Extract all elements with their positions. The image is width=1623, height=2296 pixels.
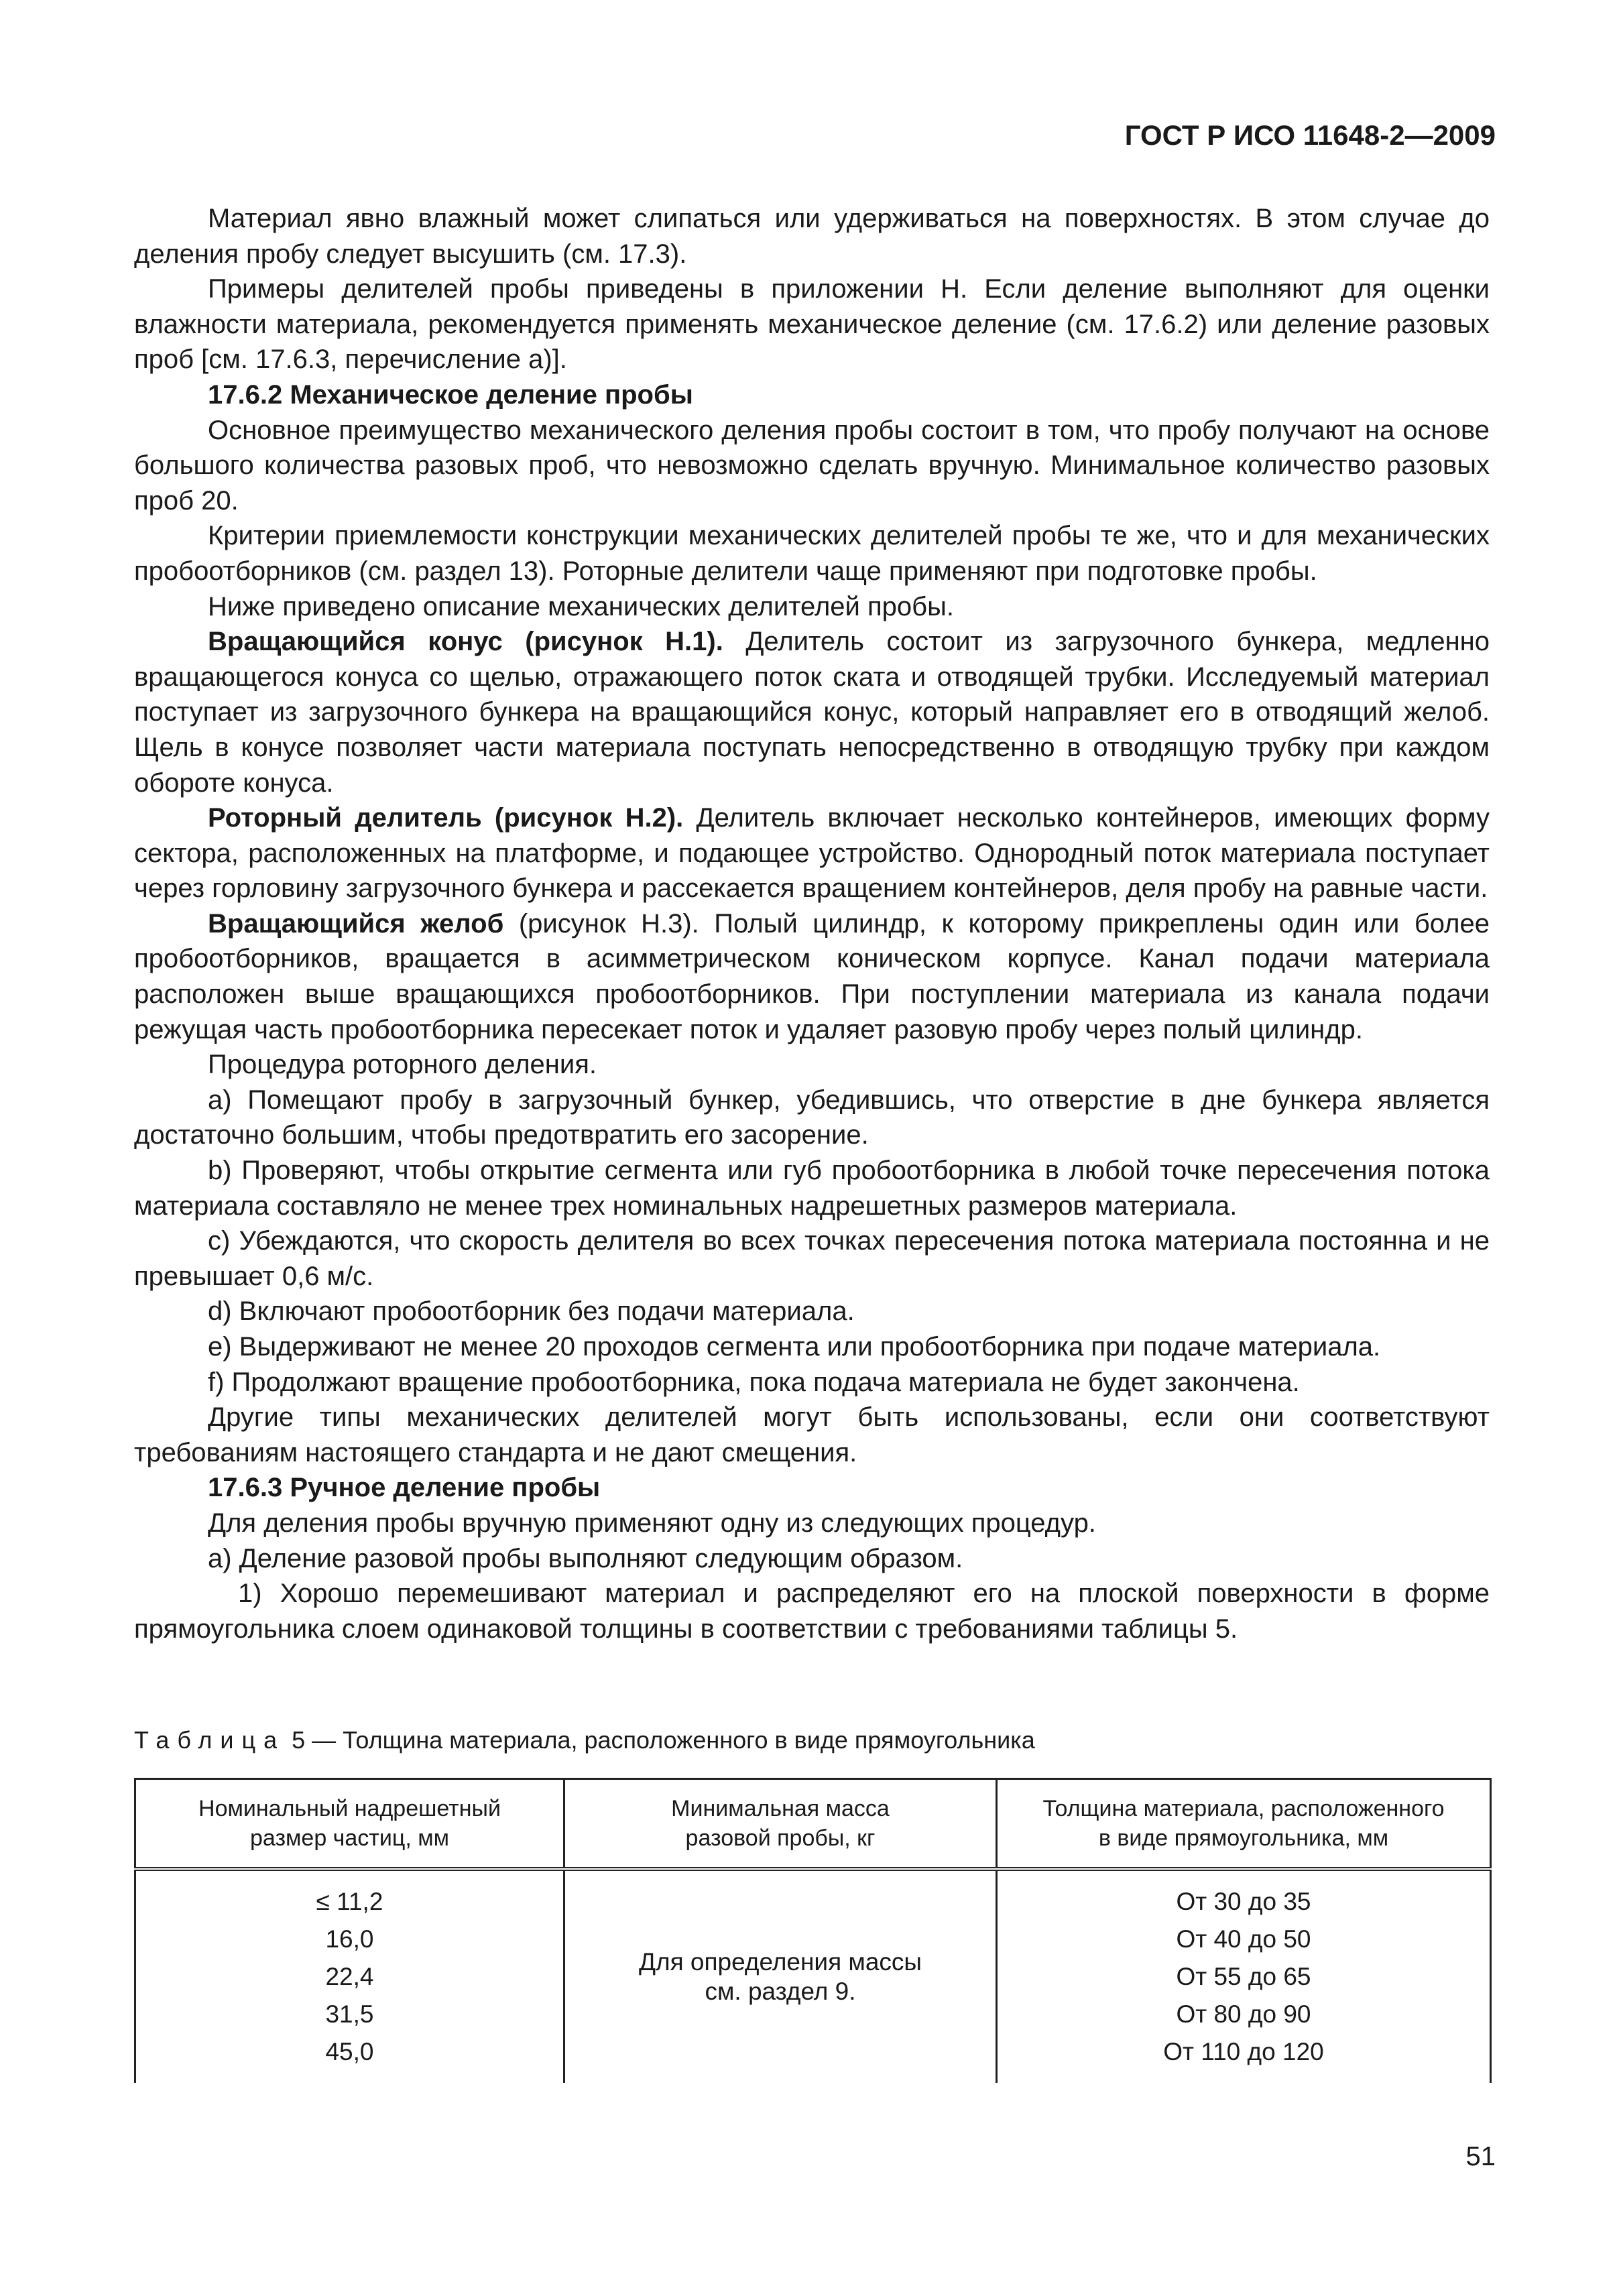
header-line: размер частиц, мм bbox=[250, 1825, 449, 1851]
table-cell-value: см. раздел 9. bbox=[705, 1978, 856, 2005]
column-header-thickness bbox=[997, 1779, 1491, 1870]
list-item: с) Убеждаются, что скорость делителя во всех точках пересечения потока материала постоянна и не превышает 0,6 м/с. bbox=[134, 1226, 1490, 1291]
header-line: Номинальный надрешетный bbox=[198, 1796, 501, 1821]
paragraph-text: Делитель включает несколько контейнеров, имеющих форму сектора, расположенных на платформе, и подающее устройство. Однородный поток материала поступает через горловину загрузочного бункера и рассекается вращением контейнеров, деля пробу на равные части. bbox=[134, 803, 1490, 904]
table-caption-text: 5 — Толщина материала, расположенного в виде прямоугольника bbox=[285, 1726, 1035, 1754]
min-mass-cell bbox=[564, 1869, 997, 2083]
table-cell-value: 45,0 bbox=[325, 2038, 374, 2065]
header-line: в виде прямоугольника, мм bbox=[1098, 1825, 1389, 1851]
term-rotating-chute: Вращающийся желоб bbox=[208, 908, 504, 939]
paragraph: Примеры делителей пробы приведены в приложении Н. Если деление выполняют для оценки влажности материала, рекомендуется применять механическое деление (см. 17.6.2) или деление разовых проб [см. 17.6.3, перечисление а)]. bbox=[134, 274, 1490, 375]
table-cell-value: 16,0 bbox=[325, 1925, 374, 1953]
table-cell-value: От 55 до 65 bbox=[1176, 1963, 1311, 1990]
thickness-cell bbox=[997, 1869, 1491, 2083]
particle-size-cell bbox=[135, 1869, 564, 2083]
header-line: Минимальная масса bbox=[671, 1796, 890, 1821]
body-text bbox=[134, 201, 1490, 1646]
table-cell-value: От 40 до 50 bbox=[1176, 1925, 1311, 1953]
table-caption bbox=[134, 1726, 1035, 1754]
table-cell-value: 22,4 bbox=[325, 1963, 374, 1990]
header-line: Толщина материала, расположенного bbox=[1042, 1796, 1445, 1821]
paragraph: Ниже приведено описание механических делителей пробы. bbox=[208, 591, 954, 621]
paragraph: Материал явно влажный может слипаться или удерживаться на поверхностях. В этом случае до деления пробу следует высушить (см. 17.3). bbox=[134, 204, 1490, 269]
table-row bbox=[135, 1869, 1491, 2083]
page-number: 51 bbox=[1465, 2142, 1496, 2171]
table-cell-value: ≤ 11,2 bbox=[316, 1888, 383, 1915]
list-item: а) Деление разовой пробы выполняют следующим образом. bbox=[208, 1543, 963, 1573]
table-cell-value: От 110 до 120 bbox=[1163, 2038, 1324, 2065]
sub-list-item: 1) Хорошо перемешивают материал и распределяют его на плоской поверхности в форме прямоугольника слоем одинаковой толщины в соответствии с требованиями таблицы 5. bbox=[134, 1579, 1490, 1644]
table-cell-value: От 30 до 35 bbox=[1176, 1888, 1311, 1915]
paragraph: Другие типы механических делителей могут быть использованы, если они соответствуют требованиям настоящего стандарта и не дают смещения. bbox=[134, 1402, 1490, 1467]
paragraph-rotating-cone bbox=[134, 624, 1490, 800]
list-item: а) Помещают пробу в загрузочный бункер, убедившись, что отверстие в дне бункера является достаточно большим, чтобы предотвратить его засорение. bbox=[134, 1085, 1490, 1150]
paragraph-text: (рисунок Н.3). Полый цилиндр, к которому прикреплены один или более пробоотборников, вращается в асимметрическом коническом корпусе. Канал подачи материала расположен выше вращающихся пробоотборников. При поступлении материала из канала подачи режущая часть пробоотборника пересекает поток и удаляет разовую пробу через полый цилиндр. bbox=[134, 908, 1490, 1044]
document-code-header: ГОСТ Р ИСО 11648-2—2009 bbox=[1124, 119, 1496, 151]
section-heading-17-6-2: 17.6.2 Механическое деление пробы bbox=[208, 379, 693, 410]
paragraph-rotating-chute bbox=[134, 906, 1490, 1047]
paragraph: Критерии приемлемости конструкции механических делителей пробы те же, что и для механических пробоотборников (см. раздел 13). Роторные делители чаще применяют при подготовке пробы. bbox=[134, 521, 1490, 586]
column-header-min-mass bbox=[564, 1779, 997, 1870]
paragraph-text: Делитель состоит из загрузочного бункера, медленно вращающегося конуса со щелью, отражающего поток ската и отводящей трубки. Исследуемый материал поступает из загрузочного бункера на вращающийся конус, который направляет его в отводящий желоб. Щель в конусе позволяет части материала поступать непосредственно в отводящую трубку при каждом обороте конуса. bbox=[134, 627, 1490, 798]
list-item: d) Включают пробоотборник без подачи материала. bbox=[208, 1296, 855, 1327]
list-item: f) Продолжают вращение пробоотборника, пока подача материала не будет закончена. bbox=[208, 1367, 1300, 1397]
table-cell-value: Для определения массы bbox=[638, 1948, 922, 1976]
list-item: b) Проверяют, чтобы открытие сегмента или губ пробоотборника в любой точке пересечения потока материала составляло не менее трех номинальных надрешетных размеров материала. bbox=[134, 1156, 1490, 1221]
paragraph-rotary-divider bbox=[134, 800, 1490, 906]
table-cell-value: 31,5 bbox=[325, 2000, 374, 2028]
column-header-particle-size bbox=[135, 1779, 564, 1870]
section-heading-17-6-3: 17.6.3 Ручное деление пробы bbox=[208, 1473, 601, 1503]
term-rotating-cone: Вращающийся конус (рисунок Н.1). bbox=[208, 627, 723, 657]
table-caption-label: Таблица bbox=[134, 1726, 286, 1754]
paragraph: Для деления пробы вручную применяют одну из следующих процедур. bbox=[208, 1508, 1096, 1538]
list-item: е) Выдерживают не менее 20 проходов сегмента или пробоотборника при подаче материала. bbox=[208, 1332, 1381, 1362]
paragraph: Процедура роторного деления. bbox=[208, 1050, 597, 1080]
table-5 bbox=[134, 1778, 1492, 2083]
term-rotary-divider: Роторный делитель (рисунок Н.2). bbox=[208, 803, 684, 833]
header-line: разовой пробы, кг bbox=[685, 1825, 876, 1851]
paragraph: Основное преимущество механического деления пробы состоит в том, что пробу получают на основе большого количества разовых проб, что невозможно сделать вручную. Минимальное количество разовых проб 20. bbox=[134, 415, 1490, 516]
table-cell-value: От 80 до 90 bbox=[1176, 2000, 1311, 2028]
